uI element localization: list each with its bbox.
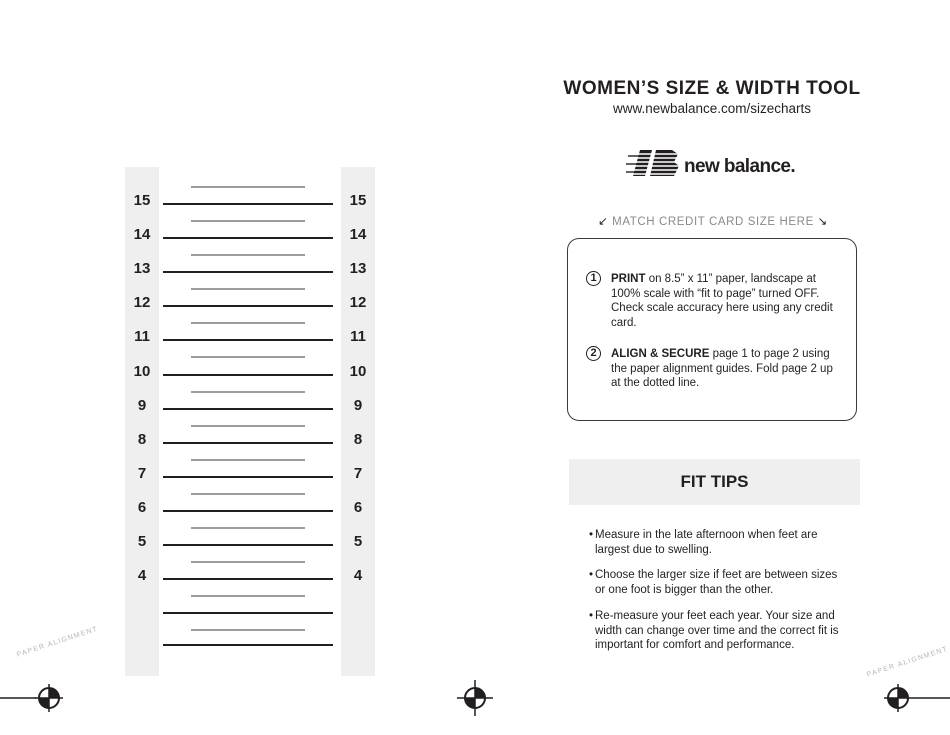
- nb-logo-icon: [626, 148, 682, 178]
- ruler-size-line: [163, 510, 333, 512]
- ruler-size-number-right: 9: [353, 396, 363, 414]
- fit-tips-header: [569, 459, 860, 505]
- ruler-size-line: [163, 339, 333, 341]
- ruler-size-line: [163, 271, 333, 273]
- ruler-size-line: [163, 374, 333, 376]
- ruler-size-number-left: 10: [133, 362, 151, 380]
- ruler-size-line: [163, 203, 333, 205]
- step-number-badge: 2: [586, 346, 601, 361]
- alignment-target-left-icon: [0, 684, 63, 712]
- ruler-size-number-right: 6: [353, 498, 363, 516]
- fit-tip-text: Choose the larger size if feet are between sizes or one foot is bigger than the other.: [595, 569, 838, 596]
- ruler-half-size-line: [191, 459, 305, 461]
- step-print: [586, 272, 842, 330]
- ruler-half-size-line: [191, 356, 305, 358]
- step-number-badge: 1: [586, 271, 601, 286]
- ruler-size-number-left: 7: [137, 464, 147, 482]
- ruler-size-line: [163, 237, 333, 239]
- ruler-size-line: [163, 612, 333, 614]
- credit-card-label: [566, 214, 860, 228]
- step-text: [611, 347, 842, 391]
- ruler-half-size-line: [191, 322, 305, 324]
- ruler-size-number-left: 4: [137, 567, 147, 585]
- step-heading: ALIGN & SECURE: [611, 348, 710, 360]
- curve-arrow-right-icon: ↘: [817, 216, 828, 228]
- ruler-size-number-left: 11: [134, 328, 150, 346]
- ruler-half-size-line: [191, 391, 305, 393]
- ruler-size-number-right: 10: [349, 362, 367, 380]
- ruler-size-number-right: 14: [349, 226, 367, 244]
- logo-wordmark: new balance.: [684, 156, 796, 177]
- alignment-target-center-icon: [457, 680, 493, 716]
- ruler-half-size-line: [191, 186, 305, 188]
- step-body: page 1 to page 2 using the paper alignment guides. Fold page 2 up at the dotted line.: [611, 348, 833, 389]
- bullet: •: [589, 610, 594, 622]
- ruler-half-size-line: [191, 425, 305, 427]
- fit-tip-text: Re-measure your feet each year. Your size and width can change over time and the correct fit is important for comfort and performance.: [595, 610, 839, 651]
- ruler-size-line: [163, 578, 333, 580]
- ruler-size-number-right: 8: [353, 430, 363, 448]
- step-body: on 8.5” x 11” paper, landscape at 100% scale with “fit to page” turned OFF. Check scale accuracy here using any credit card.: [611, 273, 833, 329]
- ruler-size-line: [163, 305, 333, 307]
- fit-tip-item: [589, 568, 844, 597]
- paper-alignment-label-right: PAPER ALIGNMENT: [866, 645, 950, 679]
- ruler-size-number-left: 15: [133, 192, 151, 209]
- ruler-size-number-left: 6: [137, 498, 147, 516]
- page-title: WOMEN’S SIZE & WIDTH TOOL: [563, 78, 861, 99]
- alignment-target-right-icon: [884, 684, 950, 712]
- ruler-size-line: [163, 442, 333, 444]
- ruler-half-size-line: [191, 288, 305, 290]
- bullet: •: [589, 569, 594, 581]
- ruler-size-number-right: 5: [353, 533, 363, 550]
- ruler-size-number-left: 5: [137, 533, 147, 550]
- step-text: [611, 272, 842, 330]
- ruler-size-line: [163, 476, 333, 478]
- ruler-size-line: [163, 408, 333, 410]
- fit-tips-title: FIT TIPS: [680, 472, 749, 491]
- ruler-half-size-line: [191, 254, 305, 256]
- new-balance-logo: [626, 146, 816, 182]
- size-chart-url[interactable]: www.newbalance.com/sizecharts: [612, 101, 812, 116]
- ruler-size-number-left: 8: [137, 430, 147, 448]
- ruler-half-size-line: [191, 527, 305, 529]
- ruler-size-number-right: 13: [349, 260, 367, 278]
- fit-tip-item: [589, 528, 844, 557]
- ruler-size-number-right: 4: [353, 567, 363, 585]
- ruler-half-size-line: [191, 595, 305, 597]
- ruler-half-size-line: [191, 220, 305, 222]
- ruler-half-size-line: [191, 629, 305, 631]
- credit-card-label-text: MATCH CREDIT CARD SIZE HERE: [612, 216, 814, 228]
- ruler-size-number-right: 12: [349, 294, 367, 312]
- curve-arrow-left-icon: ↙: [598, 216, 609, 228]
- ruler-half-size-line: [191, 561, 305, 563]
- ruler-size-number-right: 11: [350, 328, 366, 346]
- ruler-size-number-left: 9: [137, 396, 147, 414]
- ruler-size-number-right: 7: [353, 464, 363, 482]
- ruler-half-size-line: [191, 493, 305, 495]
- paper-alignment-label-left: PAPER ALIGNMENT: [16, 625, 100, 659]
- step-align: [586, 347, 842, 391]
- step-heading: PRINT: [611, 273, 646, 285]
- fit-tip-text: Measure in the late afternoon when feet are largest due to swelling.: [595, 529, 818, 556]
- ruler-size-number-left: 14: [133, 226, 151, 244]
- ruler-size-number-left: 12: [133, 294, 151, 312]
- paper-alignment-marks: [0, 640, 950, 735]
- ruler-size-number-right: 15: [349, 192, 367, 209]
- ruler-size-number-left: 13: [133, 260, 151, 278]
- ruler-size-line: [163, 544, 333, 546]
- bullet: •: [589, 529, 594, 541]
